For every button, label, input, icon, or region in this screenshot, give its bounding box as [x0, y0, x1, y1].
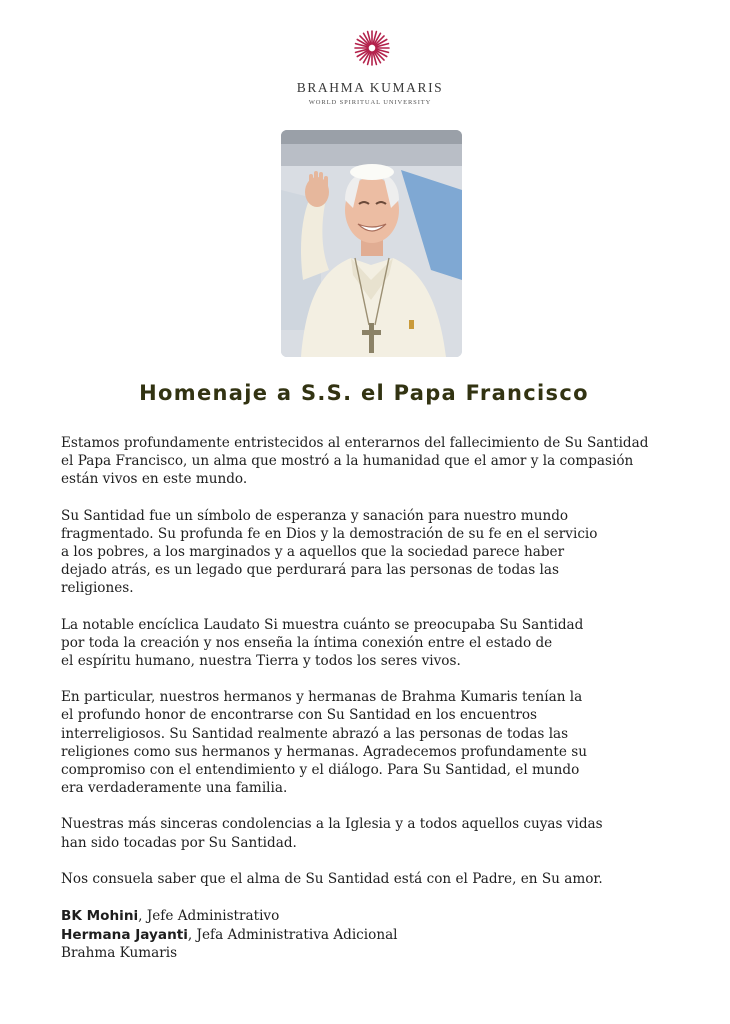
signature-line-1 — [61, 907, 398, 926]
portrait-photo — [281, 130, 462, 357]
org-name: BRAHMA KUMARIS — [296, 80, 444, 95]
letter-body — [61, 434, 701, 906]
paragraph-4: En particular, nuestros hermanos y hermanas de Brahma Kumaris tenían la el profundo honor de encontrarse con Su Santidad en los encuentros interreligiosos. Su Santidad realmente abrazó a las personas de todas las religiones como sus hermanos y hermanas. Agradecemos profundamente su compromiso con el entendimiento y el diálogo. Para Su Santidad, el mundo era verdaderamente una familia. — [61, 689, 587, 797]
page-title: Homenaje a S.S. el Papa Francisco — [139, 381, 589, 405]
lotus-burst-icon — [354, 30, 390, 66]
signer-role-1: , Jefe Administrativo — [138, 908, 280, 924]
signer-role-2: , Jefa Administrativa Adicional — [187, 926, 398, 943]
paragraph-5: Nuestras más sinceras condolencias a la Iglesia y a todos aquellos cuyas vidas han sido tocadas por Su Santidad. — [61, 816, 603, 851]
paragraph-1: Estamos profundamente entristecidos al enterarnos del fallecimiento de Su Santidad el Papa Francisco, un alma que mostró a la humanidad que el amor y la compasión están vivos en este mundo. — [61, 435, 649, 488]
signer-name-1: BK Mohini — [61, 908, 139, 924]
signature-line-2 — [61, 926, 398, 945]
signature-block — [61, 907, 398, 963]
paragraph-6: Nos consuela saber que el alma de Su Santidad está con el Padre, en Su amor. — [61, 870, 603, 887]
paragraph-2: Su Santidad fue un símbolo de esperanza y sanación para nuestro mundo fragmentado. Su profunda fe en Dios y la demostración de su fe en el servicio a los pobres, a los marginados y a aquellos que la sociedad parece haber dejado atrás, es un legado que perdurará para las personas de todas las religiones. — [61, 507, 598, 597]
signer-name-2: Hermana Jayanti — [61, 926, 188, 943]
signature-org: Brahma Kumaris — [61, 945, 178, 961]
org-subtitle: WORLD SPIRITUAL UNIVERSITY — [308, 99, 432, 106]
brahma-kumaris-logo — [354, 30, 390, 66]
paragraph-3: La notable encíclica Laudato Si muestra cuánto se preocupaba Su Santidad por toda la creación y nos enseña la íntima conexión entre el estado de el espíritu humano, nuestra Tierra y todos los seres vivos. — [61, 616, 584, 670]
